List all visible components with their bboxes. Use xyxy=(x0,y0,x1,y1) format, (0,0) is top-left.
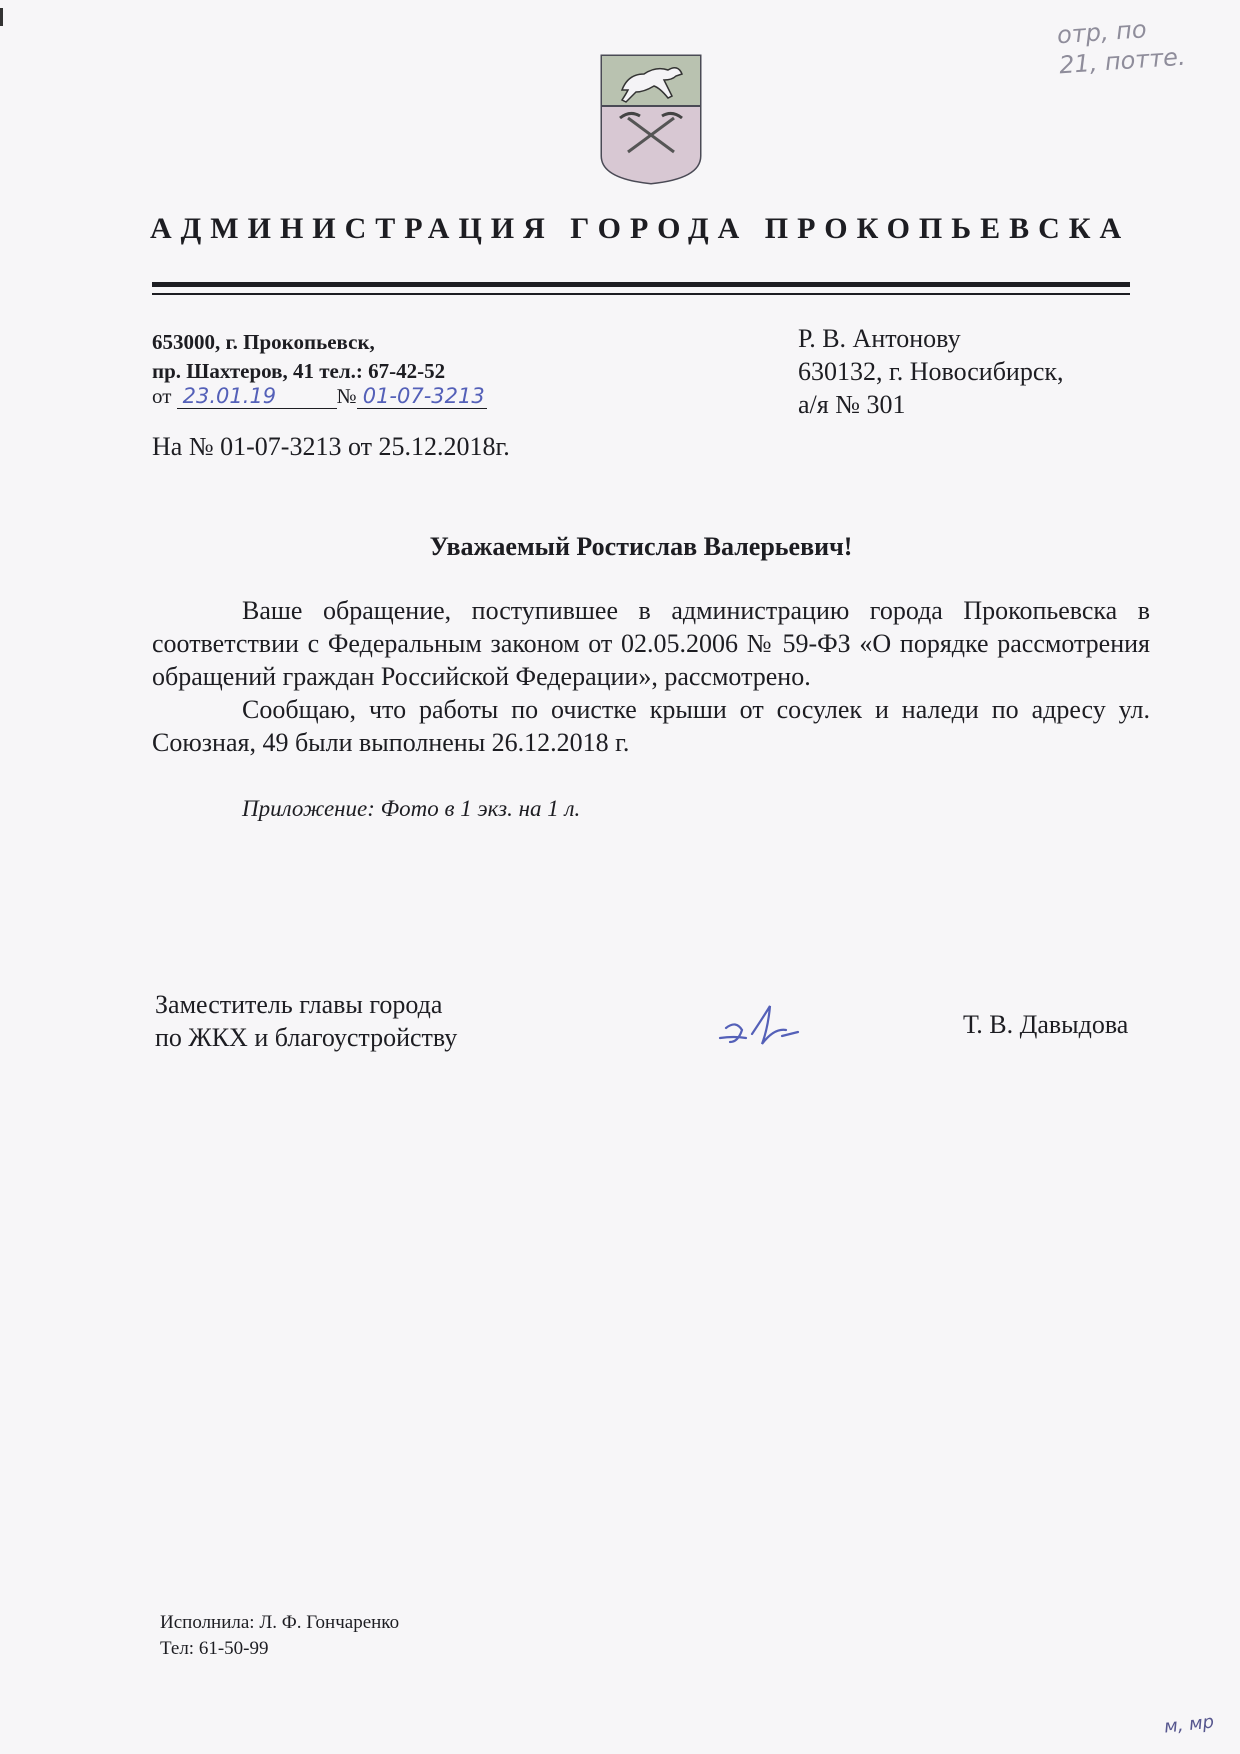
registration-date: 23.01.19 xyxy=(177,384,337,409)
executor-name: Исполнила: Л. Ф. Гончаренко xyxy=(160,1612,400,1633)
body-paragraph-1: Ваше обращение, поступившее в администрацию города Прокопьевска в соответствии с Федеральным законом от 02.05.2006 № 59-ФЗ «О порядке рассмотрения обращений граждан Российской Федерации», рассмотрено. xyxy=(152,596,1150,691)
executor-phone: Тел: 61-50-99 xyxy=(160,1638,269,1659)
signatory-position xyxy=(155,988,457,1054)
handwritten-note-line-1: отр, по xyxy=(1056,15,1148,50)
reply-reference: На № 01-07-3213 от 25.12.2018г. xyxy=(152,432,510,461)
registration-line xyxy=(152,384,487,409)
sender-address-line-2: пр. Шахтеров, 41 тел.: 67-42-52 xyxy=(152,359,446,383)
letterhead-rule-thick xyxy=(152,282,1130,287)
number-prefix: № xyxy=(336,384,357,408)
signatory-name: Т. В. Давыдова xyxy=(963,1010,1129,1039)
handwritten-note-line-2: 21, потте. xyxy=(1058,42,1187,80)
recipient-block xyxy=(798,322,1064,421)
handwritten-note-bottom-right: м, мр xyxy=(1163,1711,1215,1738)
recipient-address-line-2: а/я № 301 xyxy=(798,390,906,419)
coat-of-arms-icon xyxy=(598,52,704,186)
organization-title: АДМИНИСТРАЦИЯ ГОРОДА ПРОКОПЬЕВСКА xyxy=(150,212,1131,245)
sender-address-line-1: 653000, г. Прокопьевск, xyxy=(152,330,375,354)
registration-number: 01-07-3213 xyxy=(357,384,487,409)
executor-block xyxy=(160,1610,399,1662)
appendix-note: Приложение: Фото в 1 экз. на 1 л. xyxy=(242,796,581,821)
scan-edge-mark xyxy=(0,8,3,26)
body-paragraph-2: Сообщаю, что работы по очистке крыши от сосулек и наледи по адресу ул. Союзная, 49 были выполнены 26.12.2018 г. xyxy=(152,695,1150,757)
letter-body xyxy=(152,594,1150,759)
sender-address xyxy=(152,328,445,386)
signatory-position-line-1: Заместитель главы города xyxy=(155,990,443,1019)
handwritten-signature xyxy=(712,998,812,1054)
recipient-name: Р. В. Антонову xyxy=(798,324,961,353)
signatory-position-line-2: по ЖКХ и благоустройству xyxy=(155,1023,458,1052)
handwritten-note-top-right xyxy=(1056,12,1186,81)
greeting: Уважаемый Ростислав Валерьевич! xyxy=(429,532,853,561)
letterhead-rule-thin xyxy=(152,293,1130,295)
date-prefix: от xyxy=(152,384,172,408)
recipient-address-line-1: 630132, г. Новосибирск, xyxy=(798,357,1064,386)
